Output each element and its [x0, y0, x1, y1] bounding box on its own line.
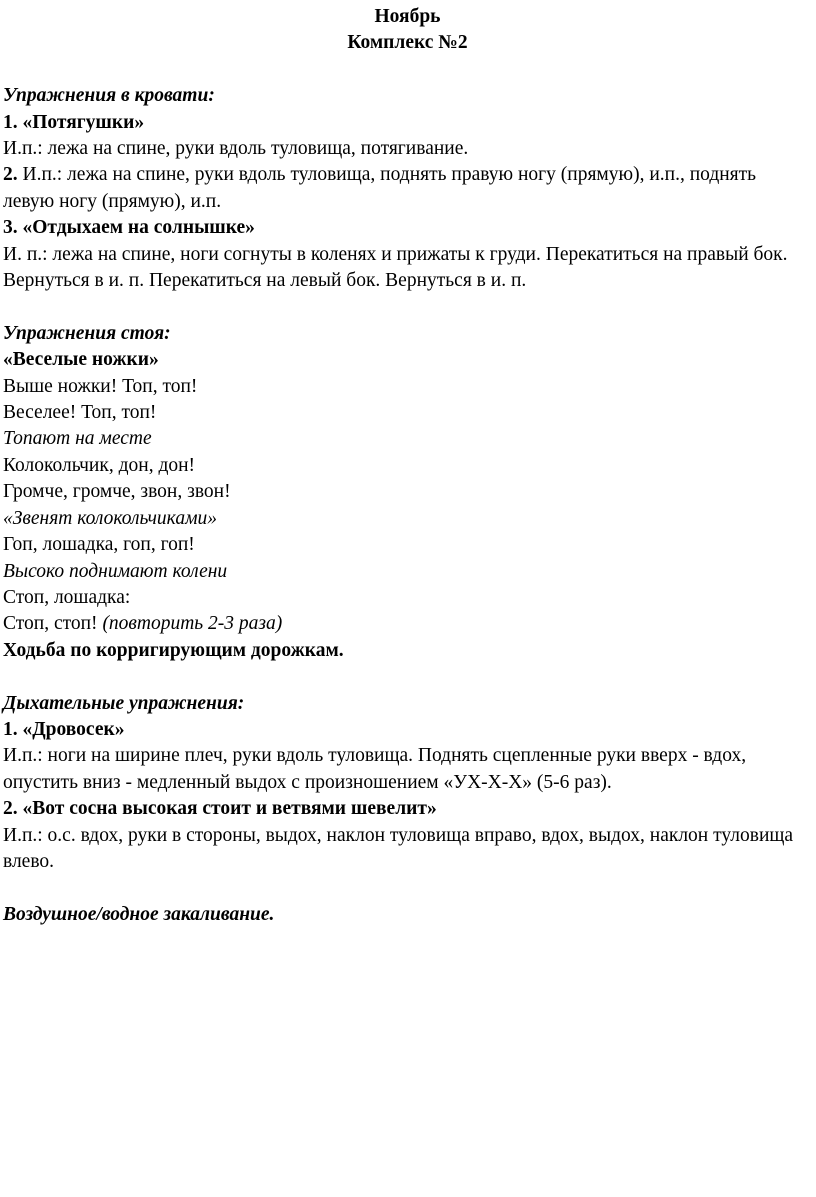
bed-exercise-1-text: И.п.: лежа на спине, руки вдоль туловища, потягивание. — [3, 138, 469, 160]
poem-line: Стоп, лошадка: — [3, 586, 131, 608]
bed-exercise-2-text: И.п.: лежа на спине, руки вдоль туловища, поднять правую ногу (прямую), и.п., поднять левую ногу (прямую), и.п. — [3, 164, 757, 212]
spacer — [3, 294, 802, 320]
poem-line: Гоп, лошадка, гоп, гоп! — [3, 534, 195, 556]
poem-line: Громче, громче, звон, звон! — [3, 481, 231, 503]
complex-title: Комплекс №2 — [347, 32, 468, 54]
poem-line-with-note — [3, 611, 802, 637]
spacer — [3, 664, 802, 690]
poem-line: Выше ножки! Топ, топ! — [3, 375, 198, 397]
poem-note: «Звенят колокольчиками» — [3, 507, 218, 529]
bed-exercise-3-title: 3. «Отдыхаем на солнышке» — [3, 217, 255, 239]
poem-line: Колокольчик, дон, дон! — [3, 454, 196, 476]
hardening-heading: Воздушное/водное закаливание. — [3, 903, 275, 925]
poem-line: Веселее! Топ, топ! — [3, 402, 157, 424]
poem-note: Высоко поднимают колени — [3, 560, 228, 582]
poem-note: (повторить 2-3 раза) — [102, 613, 283, 635]
spacer — [3, 57, 802, 83]
breathing-exercise-2-text: И.п.: о.с. вдох, руки в стороны, выдох, наклон туловища вправо, вдох, выдох, наклон туловища влево. — [3, 824, 794, 872]
poem-line: Стоп, стоп! — [3, 613, 103, 635]
spacer — [3, 875, 802, 901]
standing-exercise-title: «Веселые ножки» — [3, 349, 159, 371]
bed-exercise-1-title: 1. «Потягушки» — [3, 111, 145, 133]
month-title: Ноябрь — [374, 6, 441, 27]
walking-instruction: Ходьба по корригирующим дорожкам. — [3, 639, 344, 661]
standing-exercises-heading: Упражнения стоя: — [3, 322, 171, 344]
breathing-exercises-heading: Дыхательные упражнения: — [3, 692, 245, 714]
breathing-exercise-1-title: 1. «Дровосек» — [3, 718, 125, 740]
breathing-exercise-1-text: И.п.: ноги на ширине плеч, руки вдоль туловища. Поднять сцепленные руки вверх - вдох, опустить вниз - медленный выдох с произношением «УХ-Х-Х» (5-6 раз). — [3, 745, 747, 793]
bed-exercise-2-number: 2. — [3, 164, 18, 186]
bed-exercise-3-text: И. п.: лежа на спине, ноги согнуты в коленях и прижаты к груди. Перекатиться на правый бок. Вернуться в и. п. Перекатиться на левый бок. Вернуться в и. п. — [3, 243, 788, 292]
bed-exercise-2 — [3, 162, 802, 215]
breathing-exercise-2-title: 2. «Вот сосна высокая стоит и ветвями шевелит» — [3, 798, 437, 820]
bed-exercises-heading: Упражнения в кровати: — [3, 85, 215, 107]
poem-note: Топают на месте — [3, 428, 152, 450]
